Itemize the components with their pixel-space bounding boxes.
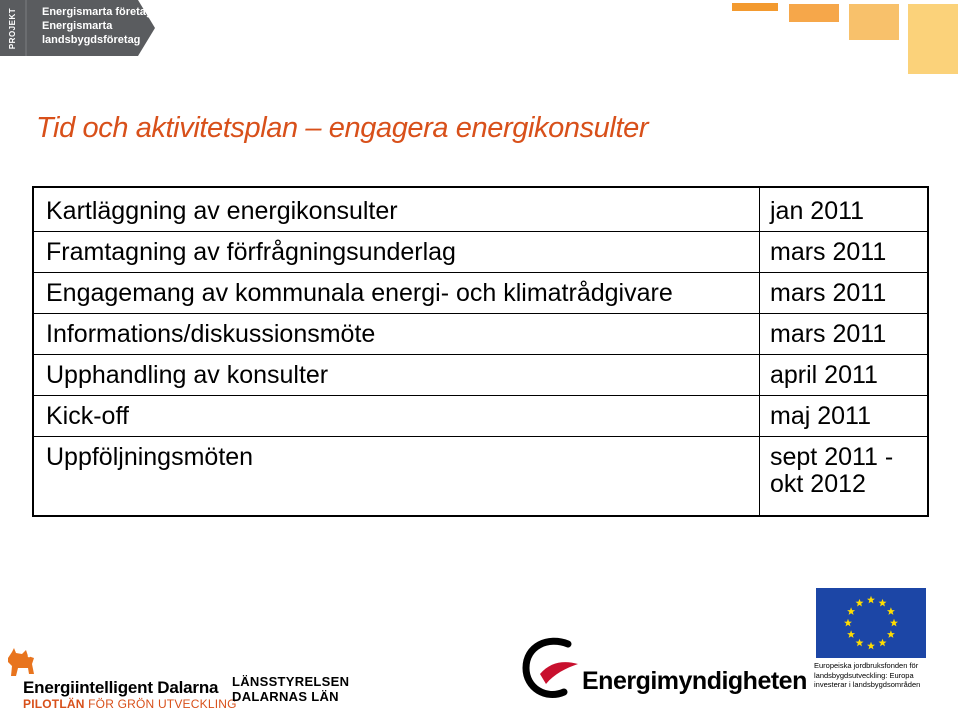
decor-bar — [789, 4, 839, 22]
date-cell: mars 2011 — [760, 232, 929, 273]
eu-star-icon — [844, 619, 852, 627]
slide-title: Tid och aktivitetsplan – engagera energikonsulter — [36, 112, 649, 144]
table-row — [33, 396, 928, 437]
table-row — [33, 355, 928, 396]
activity-cell: Upphandling av konsulter — [33, 355, 760, 396]
eu-star-icon — [879, 639, 887, 647]
energimyndigheten-swirl-icon — [520, 634, 582, 706]
badge-line: landsbygdsföretag — [42, 34, 141, 46]
eu-stars — [816, 588, 926, 658]
energiintelligent-dalarna-logo — [0, 644, 237, 712]
activity-cell: Engagemang av kommunala energi- och klimatrådgivare — [33, 273, 760, 314]
energimyndigheten-name: Energimyndigheten — [582, 667, 807, 695]
energiintelligent-subtitle: PILOTLÄN FÖR GRÖN UTVECKLING — [23, 697, 237, 711]
activity-cell: Framtagning av förfrågningsunderlag — [33, 232, 760, 273]
badge-line: Energismarta företag — [42, 6, 153, 18]
decor-bar — [732, 3, 778, 11]
eu-star-icon — [867, 642, 875, 650]
date-cell: mars 2011 — [760, 273, 929, 314]
decor-bar — [849, 4, 899, 40]
table-row — [33, 232, 928, 273]
eu-star-icon — [879, 599, 887, 607]
energiintelligent-name: Energiintelligent Dalarna — [23, 678, 219, 697]
energimyndigheten-logo — [520, 634, 810, 706]
eu-star-icon — [890, 619, 898, 627]
eu-star-icon — [887, 607, 895, 615]
table-row — [33, 273, 928, 314]
date-cell: jan 2011 — [760, 187, 929, 232]
date-cell: mars 2011 — [760, 314, 929, 355]
activity-cell: Kartläggning av energikonsulter — [33, 187, 760, 232]
project-badge — [0, 0, 158, 56]
decor-bar — [908, 4, 958, 74]
eu-logo — [812, 588, 930, 712]
activity-cell: Uppföljningsmöten — [33, 437, 760, 517]
date-cell: maj 2011 — [760, 396, 929, 437]
date-cell: sept 2011 - okt 2012 — [760, 437, 929, 517]
table-row — [33, 437, 928, 517]
lansstyrelsen-line: DALARNAS LÄN — [232, 689, 339, 704]
table-row — [33, 314, 928, 355]
eu-star-icon — [856, 639, 864, 647]
eu-star-icon — [847, 630, 855, 638]
badge-line: Energismarta — [42, 20, 113, 32]
eu-star-icon — [847, 607, 855, 615]
eu-caption: Europeiska jordbruksfonden för landsbygdsutveckling: Europa investerar i landsbygdsområden — [814, 661, 921, 689]
activity-cell: Kick-off — [33, 396, 760, 437]
date-cell: april 2011 — [760, 355, 929, 396]
eu-star-icon — [887, 630, 895, 638]
eu-star-icon — [856, 599, 864, 607]
eu-star-icon — [867, 596, 875, 604]
table-row — [33, 187, 928, 232]
badge-text — [42, 5, 153, 47]
lansstyrelsen-logo — [232, 674, 349, 704]
lansstyrelsen-line: LÄNSSTYRELSEN — [232, 674, 350, 689]
activity-cell: Informations/diskussionsmöte — [33, 314, 760, 355]
activity-plan-table — [32, 186, 929, 517]
badge-vertical-label: PROJEKT — [8, 7, 18, 49]
eu-flag-icon — [816, 588, 926, 658]
